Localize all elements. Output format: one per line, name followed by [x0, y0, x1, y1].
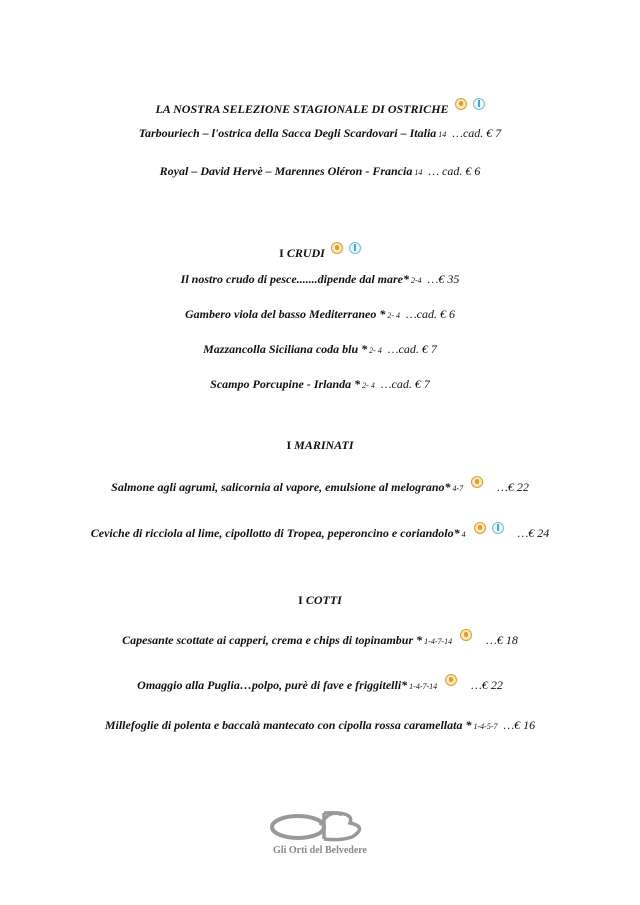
menu-item: [0, 718, 640, 733]
blue-icon: [473, 98, 485, 110]
item-allergens: 1-4-7-14: [409, 682, 438, 691]
item-allergens: 2- 4: [369, 346, 382, 355]
menu-item: [0, 272, 640, 287]
gold-icon: [331, 242, 343, 254]
item-price: …€ 22: [471, 678, 503, 692]
item-name: Salmone agli agrumi, salicornia al vapore, emulsione al melograno*: [111, 480, 451, 494]
gold-icon: [460, 629, 472, 641]
item-allergens: 2- 4: [387, 311, 400, 320]
brand-name: Gli Orti del Belvedere: [273, 845, 367, 856]
item-allergens: 1-4-5-7: [473, 722, 498, 731]
gold-icon: [474, 522, 486, 534]
item-name: Il nostro crudo di pesce.......dipende dal mare*: [180, 272, 409, 286]
section-title-text: COTTI: [305, 593, 342, 607]
section-title-text: LA NOSTRA SELEZIONE STAGIONALE DI OSTRICHE: [155, 102, 449, 116]
menu-item: [0, 377, 640, 392]
item-price: …€ 35: [427, 272, 460, 286]
gold-icon: [455, 98, 467, 110]
item-name: Tarbouriech – l'ostrica della Sacca Degli Scardovari – Italia: [138, 126, 437, 140]
section-title: [0, 593, 640, 608]
menu-item: [0, 307, 640, 322]
section-title-prefix: I: [286, 438, 292, 452]
menu-item: [0, 629, 640, 648]
item-price: …€ 24: [517, 526, 550, 540]
section-title-prefix: I: [298, 593, 303, 607]
item-price: …€ 18: [486, 633, 518, 647]
item-allergens: 14: [438, 130, 447, 139]
section-title: [0, 242, 640, 261]
item-name: Royal – David Hervè – Marennes Oléron - Francia: [159, 164, 413, 178]
item-allergens: 14: [414, 168, 423, 177]
item-name: Capesante scottate ai capperi, crema e chips di topinambur *: [122, 633, 423, 647]
logo: [260, 805, 380, 845]
item-name: Mazzancolla Siciliana coda blu *: [203, 342, 368, 356]
item-allergens: 4: [461, 530, 466, 539]
item-allergens: 2-4: [410, 276, 422, 285]
item-name: Millefoglie di polenta e baccalà mantecato con cipolla rossa caramellata *: [104, 718, 472, 732]
item-allergens: 2- 4: [362, 381, 375, 390]
menu-item: [0, 674, 640, 693]
blue-icon: [349, 242, 361, 254]
item-name: Omaggio alla Puglia…polpo, purè di fave e friggitelli*: [137, 678, 408, 692]
item-price: …cad. € 7: [452, 126, 502, 140]
item-price: …€ 22: [497, 480, 529, 494]
menu-item: [0, 342, 640, 357]
section-title: [0, 438, 640, 453]
item-name: Gambero viola del basso Mediterraneo *: [185, 307, 386, 321]
item-price: …€ 16: [503, 718, 536, 732]
item-price: …cad. € 7: [380, 377, 430, 391]
gold-icon: [445, 674, 457, 686]
menu-item: [0, 522, 640, 541]
section-title: [0, 98, 640, 117]
item-price: …cad. € 6: [406, 307, 455, 321]
item-price: …cad. € 7: [387, 342, 437, 356]
section-title-prefix: I: [279, 246, 284, 260]
item-name: Scampo Porcupine - Irlanda *: [210, 377, 361, 391]
menu-item: [0, 476, 640, 495]
section-title-text: MARINATI: [294, 438, 354, 452]
item-allergens: 4-7: [452, 484, 464, 493]
item-allergens: 1-4-7-14: [424, 637, 453, 646]
menu-item: [0, 164, 640, 179]
item-name: Ceviche di ricciola al lime, cipollotto di Tropea, peperoncino e coriandolo*: [90, 526, 460, 540]
item-price: … cad. € 6: [428, 164, 481, 178]
blue-icon: [492, 522, 504, 534]
section-title-text: CRUDI: [286, 246, 325, 260]
gold-icon: [471, 476, 483, 488]
menu-item: [0, 126, 640, 141]
